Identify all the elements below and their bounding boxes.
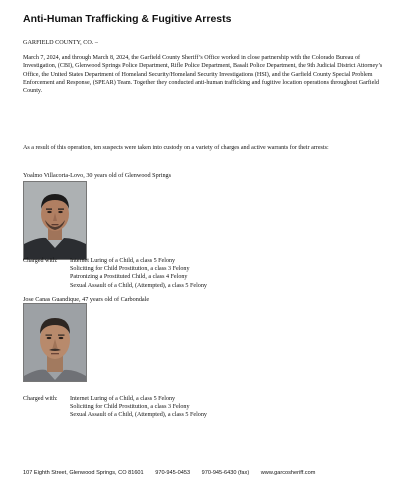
footer-phone: 970-945-0453 <box>155 470 191 476</box>
page-title: Anti-Human Trafficking & Fugitive Arrests <box>23 13 232 25</box>
charge-item: Sexual Assault of a Child, (Attempted), a class 5 Felony <box>70 412 207 419</box>
result-paragraph: As a result of this operation, ten suspects were taken into custody on a variety of charges and active warrants for their arrests: <box>23 145 329 151</box>
charge-item: Sexual Assault of a Child, (Attempted), a class 5 Felony <box>70 282 207 289</box>
footer-website[interactable]: www.garcosheriff.com <box>260 470 316 476</box>
charge-item: Patronizing a Prostituted Child, a class 4 Felony <box>70 274 188 281</box>
suspect-name: Yoalmo Villacorta-Lovo, 30 years old of Glenwood Springs <box>23 172 172 179</box>
charged-with-label: Charged with: <box>23 396 58 402</box>
charge-item: Soliciting for Child Prostitution, a class 3 Felony <box>70 404 190 411</box>
suspect-name: Jose Canas Guandique, 47 years old of Carbondale <box>23 296 150 303</box>
footer <box>23 470 383 476</box>
suspect-mugshot <box>23 181 87 260</box>
charge-item: Internet Luring of a Child, a class 5 Felony <box>70 258 176 264</box>
intro-paragraph: March 7, 2024, and through March 8, 2024, the Garfield County Sheriff’s Office worked in close partnership with the Colorado Bureau of Investigation, (CBI), Glenwood Springs Police Department, Rifle Police Department, Basalt Police Department, the 9th Judicial District Attorney’s Office, the United States Department of Homeland Security/Homeland Security Investigations (HSI), and the Garfield County Special Problem Enforcement and Response, (SPEAR) Team. Together they conducted anti-human trafficking and fugitive location operations throughout Garfield County. <box>23 55 383 95</box>
suspect-mugshot <box>23 303 87 382</box>
charge-item: Soliciting for Child Prostitution, a class 3 Felony <box>70 266 190 273</box>
charged-with-label: Charged with: <box>23 258 58 264</box>
dateline: GARFIELD COUNTY, CO. – <box>23 39 98 46</box>
footer-address: 107 Eighth Street, Glenwood Springs, CO 81601 <box>23 470 144 476</box>
footer-fax: 970-945-6430 (fax) <box>201 470 250 476</box>
charge-item: Internet Luring of a Child, a class 5 Felony <box>70 396 176 402</box>
